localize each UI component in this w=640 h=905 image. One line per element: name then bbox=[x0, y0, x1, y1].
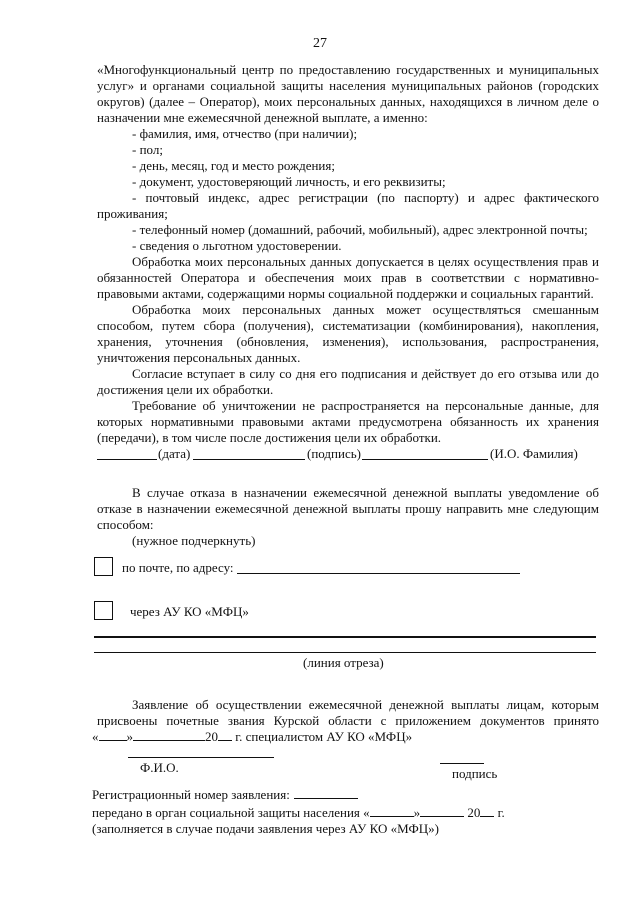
transfer-close-quote: » bbox=[413, 805, 421, 820]
signature-underline[interactable] bbox=[193, 459, 305, 460]
intro-line-2: услуг» и органами социальной защиты населения муниципальных районов (городских bbox=[97, 78, 599, 93]
methods-line-4: уничтожения персональных данных. bbox=[97, 350, 301, 365]
item-address: - почтовый индекс, адрес регистрации (по паспорту) и адрес фактического bbox=[132, 190, 599, 205]
accepted-year-field[interactable] bbox=[218, 729, 232, 741]
accepted-suffix: г. специалистом АУ КО «МФЦ» bbox=[235, 729, 413, 744]
transfer-line bbox=[92, 805, 505, 820]
reg-number-field[interactable] bbox=[294, 787, 358, 799]
transfer-month-field[interactable] bbox=[420, 805, 464, 817]
mfc-checkbox[interactable] bbox=[94, 601, 113, 620]
item-birth: - день, месяц, год и место рождения; bbox=[132, 158, 335, 173]
refusal-line-2: отказе в назначении ежемесячной денежной выплаты прошу направить мне следующим bbox=[97, 501, 599, 516]
receipt-line-2: присвоены почетные звания Курской области с приложением документов принято bbox=[97, 713, 599, 728]
name-label: (И.О. Фамилия) bbox=[490, 446, 578, 461]
intro-line-1: «Многофункциональный центр по предоставлению государственных и муниципальных bbox=[97, 62, 599, 77]
transfer-year: 20 bbox=[467, 805, 481, 820]
transfer-year-field[interactable] bbox=[480, 805, 494, 817]
post-address-line[interactable] bbox=[237, 573, 520, 574]
methods-line-1: Обработка моих персональных данных может осуществляться смешанным bbox=[132, 302, 599, 317]
receipt-line-1: Заявление об осуществлении ежемесячной денежной выплаты лицам, которым bbox=[132, 697, 599, 712]
fio-underline[interactable] bbox=[128, 757, 274, 758]
destruction-line-2: которых нормативными правовыми актами предусмотрена обязанность их хранения bbox=[97, 414, 599, 429]
receipt-signature-underline[interactable] bbox=[440, 763, 484, 764]
purpose-line-1: Обработка моих персональных данных допускается в целях осуществления прав и bbox=[132, 254, 599, 269]
item-benefit: - сведения о льготном удостоверении. bbox=[132, 238, 342, 253]
methods-line-2: способом, путем сбора (получения), систематизации (комбинирования), накопления, bbox=[97, 318, 599, 333]
methods-line-3: хранения, уточнения (обновления, изменения), использования, распространения, bbox=[97, 334, 599, 349]
fio-label: Ф.И.О. bbox=[140, 760, 179, 775]
divider-thick bbox=[94, 636, 596, 638]
accepted-day-field[interactable] bbox=[99, 729, 127, 741]
item-phone: - телефонный номер (домашний, рабочий, мобильный), адрес электронной почты; bbox=[132, 222, 588, 237]
accepted-year-prefix: 20 bbox=[205, 729, 218, 744]
item-sex: - пол; bbox=[132, 142, 163, 157]
transfer-suffix: г. bbox=[497, 805, 505, 820]
receipt-note: (заполняется в случае подачи заявления через АУ КО «МФЦ») bbox=[92, 821, 439, 836]
transfer-day-field[interactable] bbox=[370, 805, 414, 817]
name-underline[interactable] bbox=[362, 459, 488, 460]
accepted-close-quote: » bbox=[126, 729, 133, 744]
refusal-line-1: В случае отказа в назначении ежемесячной денежной выплаты уведомление об bbox=[132, 485, 599, 500]
refusal-line-3: способом: bbox=[97, 517, 154, 532]
intro-line-4: назначении мне ежемесячной денежной выплате, а именно: bbox=[97, 110, 428, 125]
reg-number-label: Регистрационный номер заявления: bbox=[92, 787, 290, 802]
date-label: (дата) bbox=[158, 446, 191, 461]
purpose-line-3: правовыми актами, содержащими нормы социальной поддержки и социальных гарантий. bbox=[97, 286, 594, 301]
destruction-line-1: Требование об уничтожении не распространяется на персональные данные, для bbox=[132, 398, 599, 413]
item-document: - документ, удостоверяющий личность, и его реквизиты; bbox=[132, 174, 446, 189]
post-checkbox[interactable] bbox=[94, 557, 113, 576]
purpose-line-2: обязанностей Оператора и обеспечения моих прав в соответствии с нормативно- bbox=[97, 270, 599, 285]
post-option-label: по почте, по адресу: bbox=[122, 560, 234, 575]
item-name: - фамилия, имя, отчество (при наличии); bbox=[132, 126, 358, 141]
accepted-month-field[interactable] bbox=[133, 729, 205, 741]
destruction-line-3: (передачи), в том числе после достижения цели их обработки. bbox=[97, 430, 442, 445]
item-address-cont: проживания; bbox=[97, 206, 168, 221]
transfer-prefix: передано в орган социальной защиты населения « bbox=[92, 805, 370, 820]
cut-line bbox=[94, 652, 596, 653]
receipt-signature-label: подпись bbox=[452, 766, 498, 781]
mfc-option-label: через АУ КО «МФЦ» bbox=[130, 604, 249, 619]
intro-line-3: округов) (далее – Оператор), моих персональных данных, находящихся в личном деле о bbox=[97, 94, 599, 109]
validity-line-1: Согласие вступает в силу со дня его подписания и действует до его отзыва или до bbox=[132, 366, 599, 381]
refusal-hint: (нужное подчеркнуть) bbox=[132, 533, 256, 548]
signature-label: (подпись) bbox=[307, 446, 361, 461]
accepted-open-quote: « bbox=[92, 729, 99, 744]
page-number: 27 bbox=[313, 36, 327, 51]
reg-number-line bbox=[92, 787, 358, 802]
date-underline[interactable] bbox=[97, 459, 157, 460]
validity-line-2: достижения цели их обработки. bbox=[97, 382, 274, 397]
accepted-date-line bbox=[92, 729, 412, 744]
cut-line-label: (линия отреза) bbox=[303, 655, 384, 670]
